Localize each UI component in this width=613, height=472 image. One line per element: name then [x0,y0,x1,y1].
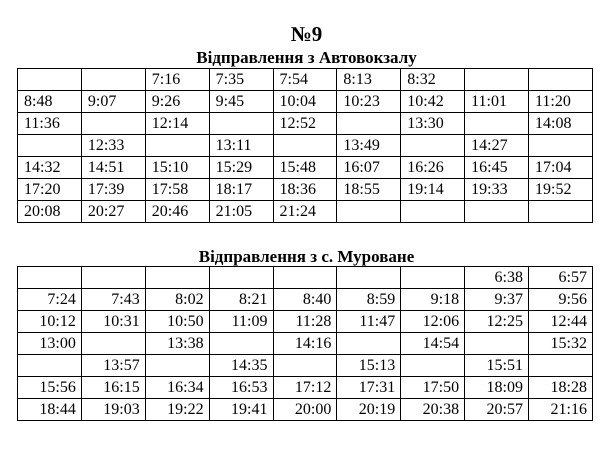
time-cell [145,267,209,289]
time-cell: 7:43 [81,289,145,311]
time-cell: 8:59 [337,289,401,311]
time-cell: 16:07 [337,157,401,179]
time-cell [273,267,337,289]
time-cell: 7:16 [145,69,209,91]
time-cell [81,267,145,289]
table-row [18,289,593,311]
time-cell: 10:31 [81,311,145,333]
time-cell [273,355,337,377]
time-cell [18,69,82,91]
time-cell: 12:44 [529,311,593,333]
time-cell: 14:51 [81,157,145,179]
time-cell: 7:35 [209,69,273,91]
table-row [18,311,593,333]
time-cell: 17:50 [401,377,465,399]
time-cell: 18:36 [273,179,337,201]
table-row [18,355,593,377]
time-cell: 7:54 [273,69,337,91]
table-row [18,157,593,179]
time-cell: 14:16 [273,333,337,355]
time-cell [529,201,593,223]
time-cell: 15:10 [145,157,209,179]
time-cell [401,135,465,157]
time-cell: 17:58 [145,179,209,201]
time-cell: 20:19 [337,399,401,421]
time-cell: 14:27 [465,135,529,157]
time-cell [209,333,273,355]
time-cell: 16:34 [145,377,209,399]
time-cell [209,267,273,289]
time-cell: 10:50 [145,311,209,333]
time-cell: 19:14 [401,179,465,201]
time-cell: 12:14 [145,113,209,135]
time-cell [401,355,465,377]
time-cell: 15:32 [529,333,593,355]
time-cell: 10:04 [273,91,337,113]
time-cell: 17:31 [337,377,401,399]
table-row [18,201,593,223]
time-cell: 19:52 [529,179,593,201]
time-cell: 11:28 [273,311,337,333]
time-cell: 10:12 [18,311,82,333]
time-cell [529,135,593,157]
time-cell [465,201,529,223]
time-cell: 20:46 [145,201,209,223]
table-row [18,69,593,91]
time-cell: 19:22 [145,399,209,421]
time-cell: 10:23 [337,91,401,113]
time-cell: 9:18 [401,289,465,311]
time-cell: 13:38 [145,333,209,355]
time-cell: 8:02 [145,289,209,311]
time-cell: 17:04 [529,157,593,179]
table-row [18,333,593,355]
time-cell: 14:32 [18,157,82,179]
time-cell: 8:40 [273,289,337,311]
time-cell: 19:41 [209,399,273,421]
time-cell [465,113,529,135]
time-cell: 19:03 [81,399,145,421]
table-row [18,135,593,157]
time-cell: 13:00 [18,333,82,355]
time-cell: 6:38 [465,267,529,289]
time-cell: 20:08 [18,201,82,223]
table-row [18,113,593,135]
time-cell [401,267,465,289]
time-cell: 18:09 [465,377,529,399]
time-cell: 15:29 [209,157,273,179]
time-cell: 12:33 [81,135,145,157]
time-cell [209,113,273,135]
time-cell: 21:05 [209,201,273,223]
time-cell: 15:51 [465,355,529,377]
time-cell: 16:26 [401,157,465,179]
time-cell: 16:45 [465,157,529,179]
time-cell: 12:25 [465,311,529,333]
time-cell: 17:39 [81,179,145,201]
time-cell: 9:45 [209,91,273,113]
time-cell: 6:57 [529,267,593,289]
table-row [18,179,593,201]
time-cell: 9:07 [81,91,145,113]
time-cell: 19:33 [465,179,529,201]
time-cell: 13:57 [81,355,145,377]
time-cell: 8:48 [18,91,82,113]
time-cell: 13:11 [209,135,273,157]
time-cell [145,355,209,377]
timetable-bus-station [17,68,593,223]
time-cell: 17:20 [18,179,82,201]
time-cell [273,135,337,157]
time-cell: 14:08 [529,113,593,135]
time-cell: 14:35 [209,355,273,377]
time-cell: 8:13 [337,69,401,91]
time-cell: 18:28 [529,377,593,399]
time-cell: 20:57 [465,399,529,421]
table-row [18,267,593,289]
time-cell: 14:54 [401,333,465,355]
time-cell [337,333,401,355]
timetable-murovane [17,266,593,421]
time-cell: 21:16 [529,399,593,421]
time-cell: 18:17 [209,179,273,201]
time-cell: 20:27 [81,201,145,223]
time-cell: 18:55 [337,179,401,201]
time-cell: 13:49 [337,135,401,157]
time-cell: 12:52 [273,113,337,135]
time-cell [401,201,465,223]
time-cell [81,69,145,91]
time-cell [18,135,82,157]
time-cell [337,201,401,223]
time-cell: 16:53 [209,377,273,399]
time-cell: 11:01 [465,91,529,113]
time-cell: 11:20 [529,91,593,113]
time-cell: 15:56 [18,377,82,399]
route-title: №9 [290,22,323,46]
time-cell [337,113,401,135]
time-cell: 12:06 [401,311,465,333]
time-cell [337,267,401,289]
time-cell: 18:44 [18,399,82,421]
time-cell [465,333,529,355]
time-cell: 11:09 [209,311,273,333]
table-row [18,377,593,399]
time-cell [81,333,145,355]
time-cell: 17:12 [273,377,337,399]
section-heading-murovane: Відправлення з с. Муроване [198,247,415,266]
time-cell: 15:48 [273,157,337,179]
time-cell [529,69,593,91]
time-cell [18,267,82,289]
time-cell: 8:32 [401,69,465,91]
time-cell: 7:24 [18,289,82,311]
time-cell: 21:24 [273,201,337,223]
time-cell: 8:21 [209,289,273,311]
time-cell: 13:30 [401,113,465,135]
time-cell: 20:38 [401,399,465,421]
time-cell [145,135,209,157]
time-cell: 20:00 [273,399,337,421]
time-cell: 9:37 [465,289,529,311]
table-row [18,399,593,421]
time-cell: 9:26 [145,91,209,113]
time-cell [529,355,593,377]
section-heading-bus-station: Відправлення з Автовокзалу [196,48,417,67]
time-cell: 15:13 [337,355,401,377]
time-cell [18,355,82,377]
time-cell [81,113,145,135]
time-cell: 16:15 [81,377,145,399]
time-cell: 9:56 [529,289,593,311]
time-cell: 11:36 [18,113,82,135]
table-row [18,91,593,113]
time-cell [465,69,529,91]
time-cell: 10:42 [401,91,465,113]
time-cell: 11:47 [337,311,401,333]
